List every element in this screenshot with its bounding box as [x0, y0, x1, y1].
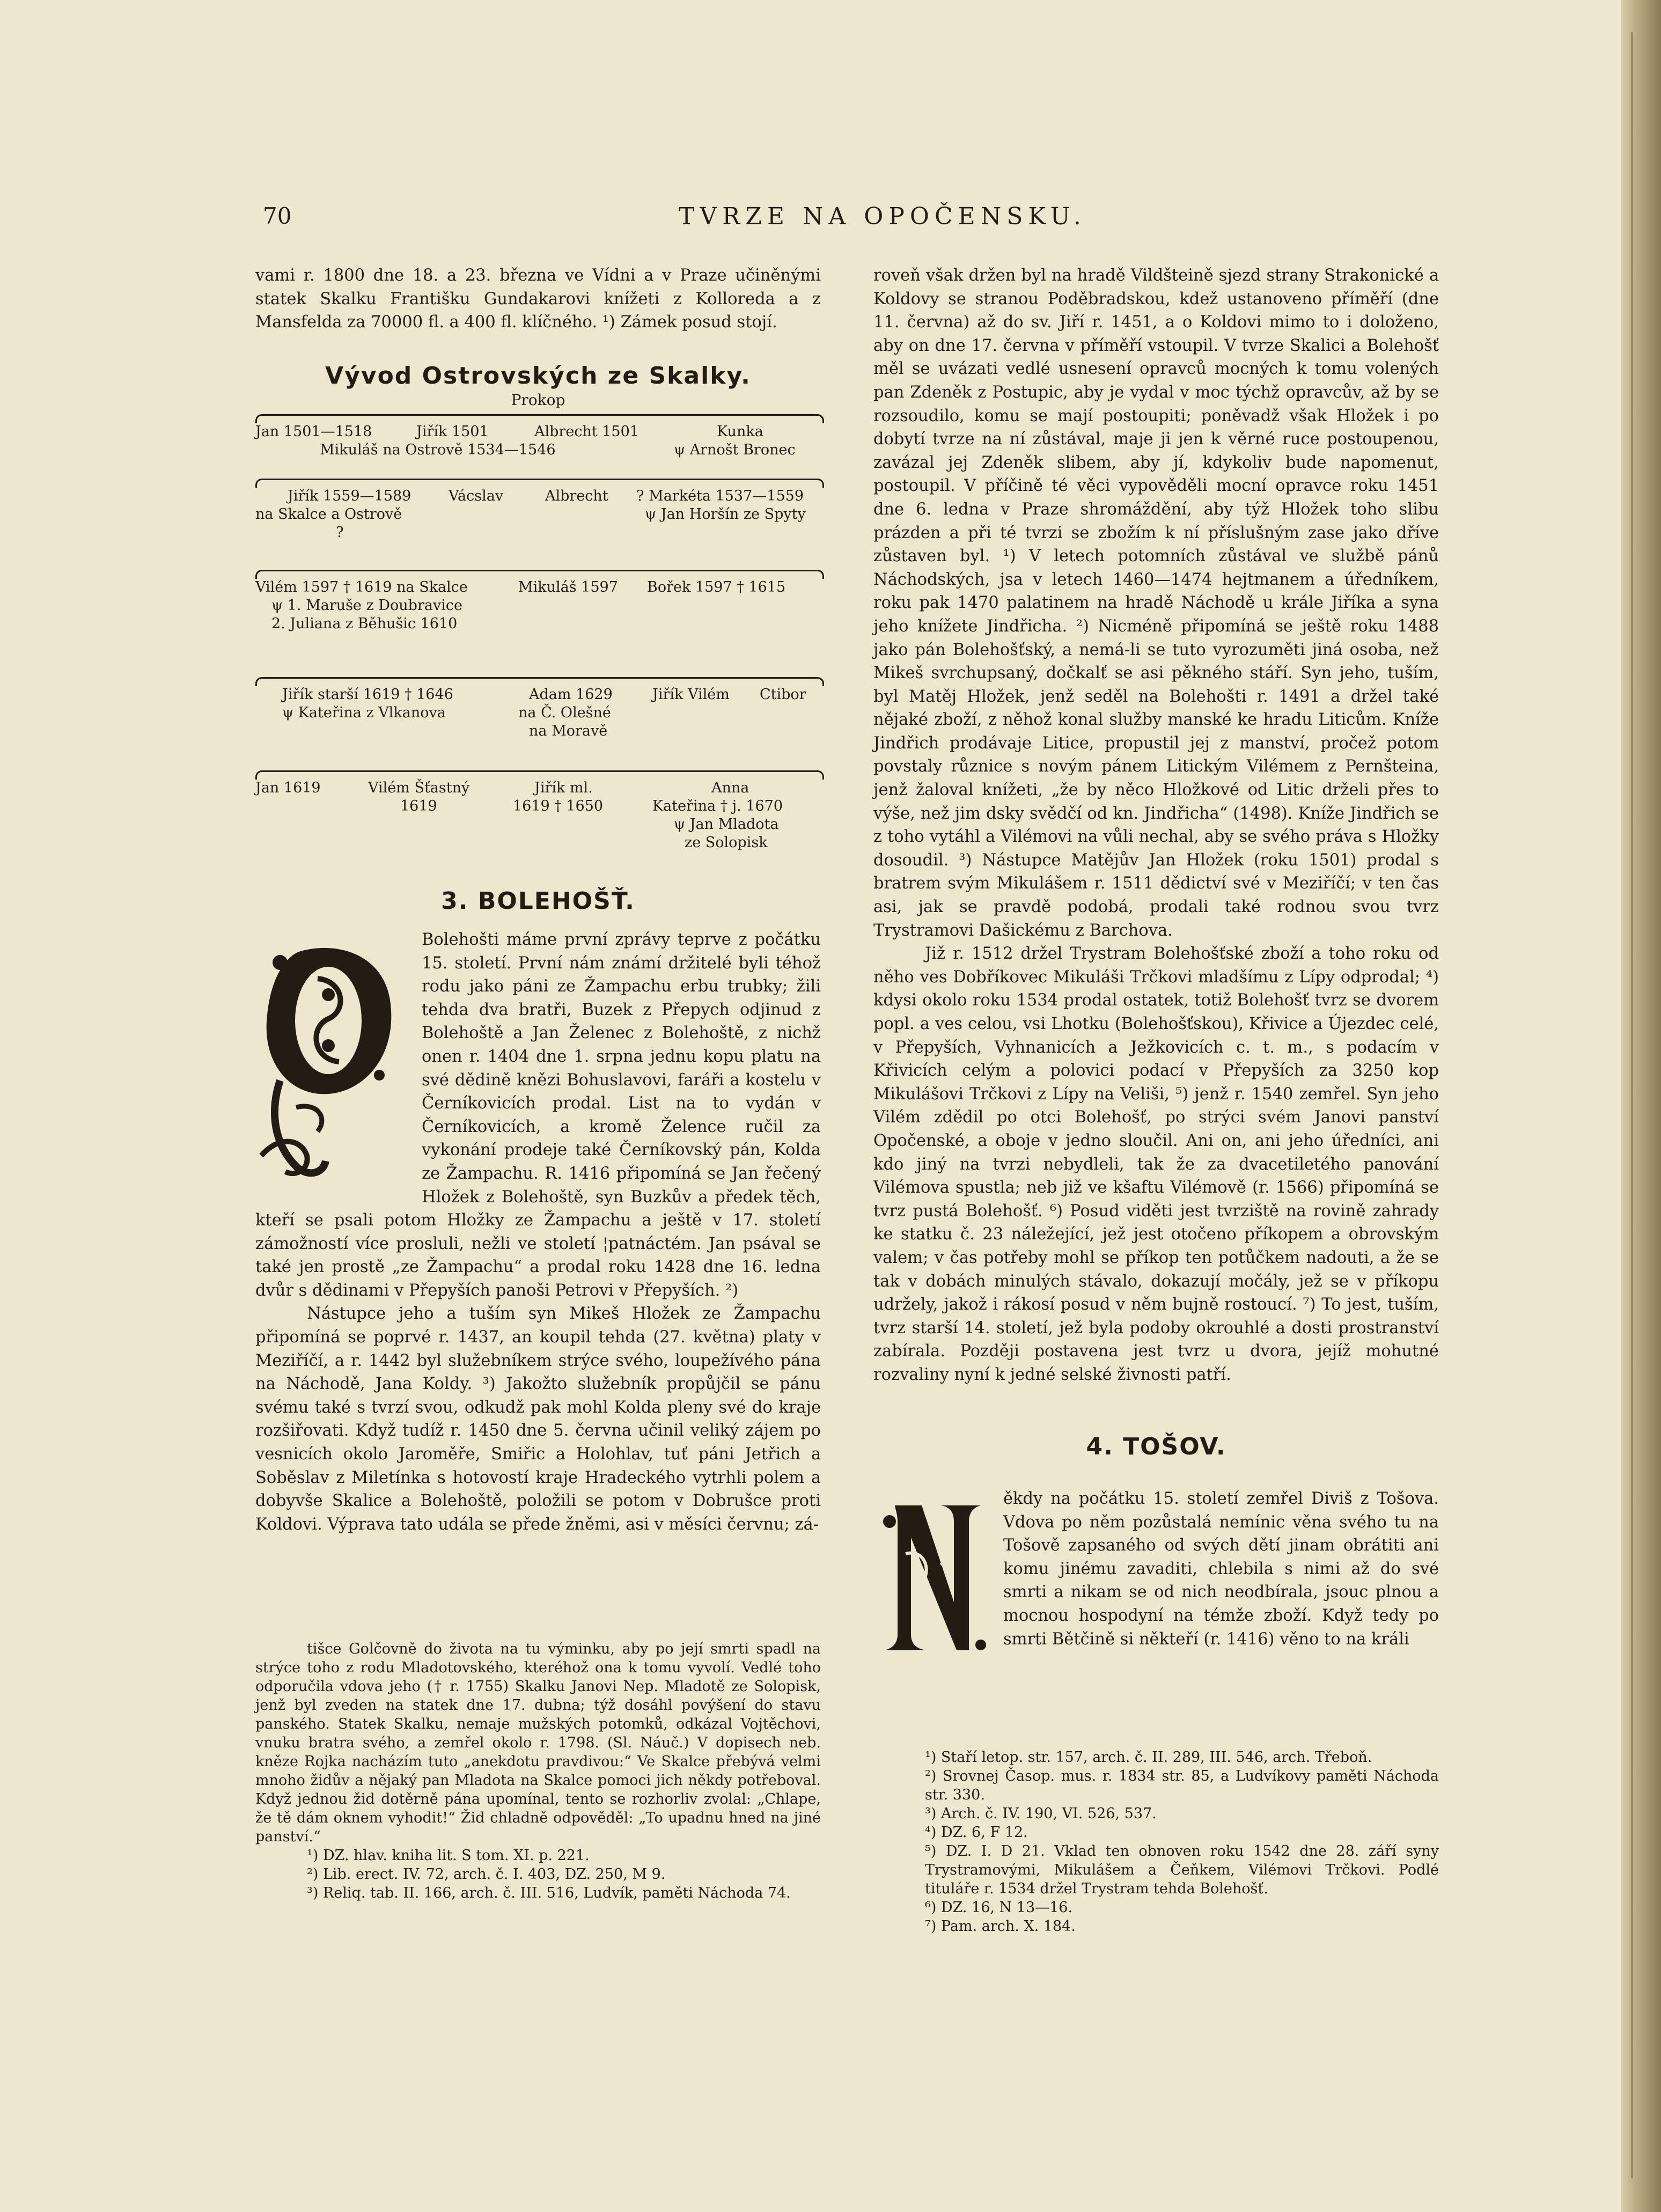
left-footnote-list	[255, 1846, 821, 1902]
genealogy-brace	[255, 414, 824, 423]
right-paragraph-2: Již r. 1512 držel Trystram Bolehošťské zboží a toho roku od něho ves Dobříkovec Mikuláši Trčkovi mladšímu z Lípy odprodal; ⁴) kdysi okolo roku 1534 prodal ostatek, totiž Bolehošť tvrz se dvorem popl. a ves celou, vsi Lhotku (Bolehošťskou), Křivice a Újezdec celé, v Přepyších, Vyhnanicích a Ježkovicích c. t. m., s podacím v Křivicích celým a polovici podací v Přepyších za 3250 kop Mikulášovi Trčkovi z Lípy na Veliši, ⁵) jenž r. 1540 zemřel. Syn jeho Vilém zdědil po otci Bolehošť, po strýci svém Janovi panství Opočenské, a oboje v jedno sloučil. Ani on, ani jeho úředníci, ani kdo jiný na tvrzi nebydleli, tak že za dvacetiletého panování Vilémova spustla; neb již ve kšaftu Vilémově (r. 1566) připomíná se tvrz pustá Bolehošť. ⁶) Posud viděti jest tvrziště na rovině zahrady ke statku č. 23 náležející, jež jest otočeno příkopem a obrovským valem; v čas potřeby mohl se příkop ten potůčkem nadouti, a že se tak v dobách minulých stávalo, dokazují močály, jež se v příkopu udržely, jakož i rákosí posud v něm bujně rostoucí. ⁷) To jest, tuším, tvrz starší 14. století, jež byla podoby okrouhlé a dosti prostranství zabírala. Později postavena jest tvrz u dvora, jejíž mohutné rozvaliny nyní k jedné selské živnosti patří.	[873, 944, 1439, 1384]
left-footnote-2: ²) Lib. erect. IV. 72, arch. č. I. 403, DZ. 250, M 9.	[307, 1866, 666, 1883]
genealogy-brace	[255, 570, 824, 579]
gen-jirik-starsi: Jiřík starší 1619 † 1646	[282, 686, 453, 703]
right-footnote-2: ²) Srovnej Časop. mus. r. 1834 str. 85, a Ludvíkovy paměti Náchoda str. 330.	[925, 1768, 1439, 1803]
right-footnote-7: ⁷) Pam. arch. X. 184.	[925, 1918, 1076, 1935]
gen-albrecht: Albrecht 1501	[534, 423, 639, 440]
gen-jan-1619: Jan 1619	[255, 780, 321, 797]
left-footnote-1: ¹) DZ. hlav. kniha lit. S tom. XI. p. 221.	[307, 1847, 590, 1864]
right-footnote-3: ³) Arch. č. IV. 190, VI. 526, 537.	[925, 1805, 1157, 1822]
gen-jirik-1559: Jiřík 1559—1589	[288, 488, 411, 505]
page-edge	[1621, 0, 1661, 2212]
gen-jirik-ml-years: 1619 † 1650	[513, 798, 604, 815]
gen-jirik-ml: Jiřík ml.	[534, 780, 593, 797]
ornamental-initial-n-icon	[873, 1489, 991, 1666]
bolehost-paragraph-1: Bolehošti máme první zprávy teprve z počátku 15. století. První nám známí držitelé byli téhož rodu jako páni ze Žampachu erbu trubky; žili tehda dva bratři, Buzek z Přepych odjinud z Bolehoště a Jan Želenec z Bolehoště, z nichž onen r. 1404 dne 1. srpna jednu kopu platu na své dědině knězi Bohuslavovi, faráři a kostelu v Černíkovicích prodal. List na to vydán v Černíkovicích, a kromě Želence ručil za vykonání prodeje také Černíkovský pán, Kolda ze Žampachu. R. 1416 připomíná se Jan řečený Hložek z Bolehoště, syn Buzkův a předek těch, kteří se psali potom Hložky ze Žampachu a ještě v 17. století zámožností více prosluli, nežli ve století ¦patnáctém. Jan psával se také jen prostě „ze Žampachu“ a prodal roku 1428 dne 16. ledna dvůr s dědinami v Přepyších panoši Petrovi v Přepyších. ²)	[255, 930, 821, 1300]
gen-jan: Jan 1501—1518	[255, 423, 372, 440]
right-footnote-list	[873, 1748, 1439, 1936]
gen-jirik: Jiřík 1501	[416, 423, 489, 440]
genealogy-brace	[255, 479, 824, 488]
gen-kunka: Kunka	[717, 423, 763, 440]
ornamental-initial-o-icon	[248, 930, 409, 1188]
bolehost-section	[255, 928, 821, 1536]
left-footnotes	[255, 1640, 821, 1902]
genealogy-table	[255, 414, 821, 876]
genealogy-root: Prokop	[511, 391, 565, 409]
right-footnote-4: ⁴) DZ. 6, F 12.	[925, 1824, 1028, 1841]
gen-katerina-spouse: ψ Jan Mladota	[674, 816, 779, 833]
ornamental-initial-n	[873, 1489, 991, 1666]
gen-vilem: Vilém 1597 † 1619 na Skalce	[255, 579, 468, 596]
left-column	[255, 264, 821, 1536]
tosov-paragraph-1: ěkdy na počátku 15. století zemřel Diviš z Tošova. Vdova po něm pozůstalá nemínic věna svého tu na Tošově zapsaného od svých dětí jinam obrátiti ani komu jinému zavaditi, chlebila s nimi až do své smrti a nikam se od nich neodbírala, jsouc plnou a mocnou hospodyní na témže zboží. Když tedy po smrti Bětčině si někteří (r. 1416) věno to na králi	[1003, 1489, 1439, 1649]
section-title-tosov: 4. TOŠOV.	[1086, 1432, 1226, 1460]
right-footnote-1: ¹) Staří letop. str. 157, arch. č. II. 289, III. 546, arch. Třeboň.	[925, 1749, 1372, 1766]
gen-marketa-spouse: ψ Jan Horšín ze Spyty	[645, 506, 806, 523]
gen-marketa: ? Markéta 1537—1559	[636, 488, 804, 505]
gen-jirik-starsi-spouse: ψ Kateřina z Vlkanova	[282, 704, 446, 722]
gen-borek: Bořek 1597 † 1615	[647, 579, 786, 596]
bolehost-paragraph-2: Nástupce jeho a tuším syn Mikeš Hložek ze Žampachu připomíná se poprvé r. 1437, an koupil tehda (27. května) platy v Meziříčí, a r. 1442 byl služebníkem strýce svého, loupežívého pána na Náchodě, Jana Koldy. ³) Jakožto služebník propůjčil se pánu svému také s tvrzí svou, odkudž pak mohl Kolda pleny své do kraje rozšiřovati. Když tudíž r. 1450 dne 5. června učinil veliký zájem po vesnicích okolo Jaroměře, Smiřic a Holohlav, tuť páni Jetřich a Soběslav z Miletínka s hotovostí kraje Hradeckého vytrhli polem a dobyvše Skalice a Bolehoště, položili se potom v Dobrušce proti Koldovi. Výprava tato udála se přede žněmi, asi v měsíci červnu; zá-	[255, 1304, 821, 1534]
continued-footnote: tišce Golčovně do života na tu výminku, aby po její smrti spadl na strýce toho z rodu Mladotovského, kteréhož ona k tomu vyvolí. Vedlé toho odporučila vdova jeho († r. 1755) Skalku Janovi Nep. Mladotě ze Solopisk, jenž byl zveden na statek dne 17. dubna; týž dosáhl povýšení do stavu panského. Statek Skalku, nemaje mužských potomků, odkázal Vojtěchovi, vnuku bratra svého, a zemřel okolo r. 1798. (Sl. Náuč.) V dopisech neb. kněze Rojka nacházím tuto „anekdotu pravdivou:“ Ve Skalce přebývá velmi mnoho židův a nějaký pan Mladota na Skalce pomoci jich někdy potřeboval. Když jednou žid dotěrně pána upomínal, tento se rozhorliv zvolal: „Chlape, že tě dám oknem vyhodit!“ Žid chladně odpověděl: „To upadnu hned na jiné panství.“	[255, 1641, 821, 1845]
gen-vilem-spouse-1: ψ 1. Maruše z Doubravice	[271, 597, 462, 614]
gen-albrecht-2: Albrecht	[545, 488, 608, 505]
intro-paragraph: vami r. 1800 dne 18. a 23. března ve Vídni a v Praze učiněnými statek Skalku Františku Gundakarovi knížeti z Kolloreda a z Mansfelda za 70000 fl. a 400 fl. klíčného. ¹) Zámek posud stojí.	[255, 266, 821, 332]
section-title-bolehost: 3. BOLEHOŠŤ.	[441, 887, 635, 915]
right-footnote-5: ⁵) DZ. I. D 21. Vklad ten obnoven roku 1542 dne 28. září syny Trystramovými, Mikulášem a Čeňkem, Vilémovi Trčkovi. Podlé tituláře r. 1534 držel Trystram tehda Bolehošť.	[925, 1843, 1439, 1897]
gen-katerina: Kateřina † j. 1670	[652, 798, 783, 815]
gen-question: ?	[336, 524, 344, 541]
gen-mikulas-1597: Mikuláš 1597	[518, 579, 618, 596]
gen-vilem-stastny: Vilém Šťastný	[368, 780, 470, 797]
gen-anna: Anna	[711, 780, 749, 797]
gen-jirik-vilem: Jiřík Vilém	[652, 686, 730, 703]
running-title: TVRZE NA OPOČENSKU.	[679, 203, 1086, 230]
right-column	[873, 264, 1439, 1670]
gen-vilem-stastny-year: 1619	[400, 798, 437, 815]
gen-katerina-spouse-origin: ze Solopisk	[685, 834, 768, 851]
genealogy-title: Vývod Ostrovských ze Skalky.	[325, 362, 751, 390]
binding-edge-line	[1631, 32, 1633, 2178]
running-header	[263, 203, 1432, 246]
ornamental-initial-o	[248, 930, 409, 1188]
gen-adam-land: na Moravě	[529, 723, 608, 740]
gen-adam-seat: na Č. Olešné	[518, 704, 611, 722]
left-footnote-3: ³) Reliq. tab. II. 166, arch. č. III. 516, Ludvík, paměti Náchoda 74.	[307, 1885, 791, 1901]
gen-vacslav: Vácslav	[449, 488, 504, 505]
gen-adam: Adam 1629	[529, 686, 613, 703]
gen-jirik-1559-seat: na Skalce a Ostrově	[255, 506, 402, 523]
gen-mikulas: Mikuláš na Ostrově 1534—1546	[320, 442, 556, 459]
genealogy-brace	[255, 770, 824, 780]
page-number: 70	[263, 203, 292, 229]
right-paragraph-1: roveň však držen byl na hradě Vildšteině sjezd strany Strakonické a Koldovy se stranou Poděbradskou, kdež ustanoveno příměří (dne 11. června) až do sv. Jiří r. 1451, a o Koldovi mimo to i doloženo, aby on dne 17. června v příměří vstoupil. V tvrze Skalici a Bolehošť měl se uvázati vedlé usnesení opravců mocných k tomu volených pan Zdeněk z Postupic, aby je vydal v moc týchž opravcův, až by se rozsoudilo, komu se mají postoupiti; poněvadž však Hložek i po dobytí tvrze na ní zůstával, maje ji jen k věrné ruce postoupenou, zavázal jej Zdeněk slibem, aby jí, kdykoliv bude napomenut, postoupil. V příčině té věci vypověděli mocní opravce roku 1451 dne 6. ledna v Praze shromáždění, aby týž Hložek toho slibu prázden a při té tvrzi se zbožím k ní příslušným zase jako dříve zůstaven byl. ¹) V letech potomních zůstával ve službě pánů Náchodských, jsa v letech 1460—1474 hejtmanem a úředníkem, roku pak 1470 palatinem na hradě Náchodě u krále Jiříka a syna jeho knížete Jindřicha. ²) Nicméně připomíná se ještě roku 1488 jako pán Bolehošťský, a nemá-li se tuto vyrozuměti jiná osoba, než Mikeš svrchupsaný, dočkalť se asi pěkného stáří. Syn jeho, tuším, byl Matěj Hložek, jenž seděl na Bolehošti r. 1491 a držel také nějaké zboží, z něhož konal služby manské ke hradu Liticům. Kníže Jindřich prodávaje Litice, propustil jej z manství, pročež potom povstaly různice s novým pánem Litickým Vilémem z Pernšteina, jenž žaloval knížeti, „že by něco Hložkové od Litic drželi přes to výše, než jim dsky svědčí od kn. Jindřicha“ (1498). Kníže Jindřich se z toho vytáhl a Vilémovi na vůli nechal, aby se svého práva s Hložky dosoudil. ³) Nástupce Matějův Jan Hložek (roku 1501) prodal s bratrem svým Mikulášem r. 1511 dědictví své v Meziříčí; v ten čas asi, jak se pravdě podobá, prodali také rodnou svou tvrz Trystramovi Dašickému z Barchova.	[873, 266, 1439, 940]
right-footnote-6: ⁶) DZ. 16, N 13—16.	[925, 1899, 1073, 1916]
right-footnotes	[873, 1748, 1439, 1936]
genealogy-brace	[255, 677, 824, 686]
gen-vilem-spouse-2: 2. Juliana z Běhušic 1610	[271, 615, 458, 633]
gen-kunka-spouse: ψ Arnošt Bronec	[674, 442, 796, 459]
gen-ctibor: Ctibor	[760, 686, 806, 703]
